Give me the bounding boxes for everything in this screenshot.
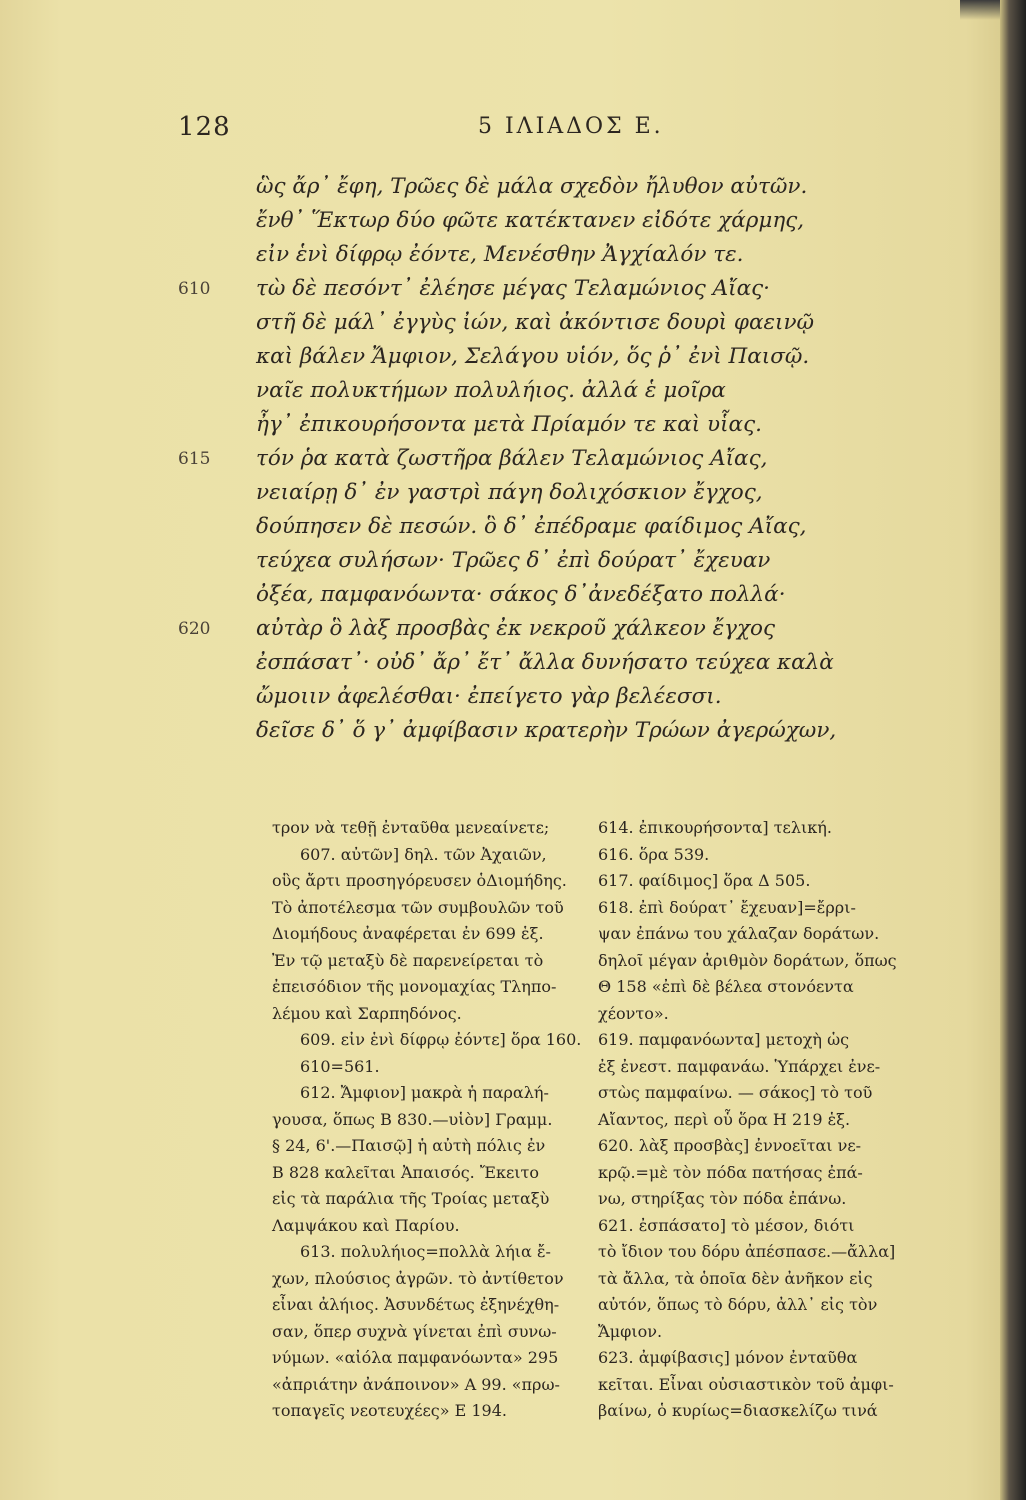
note-line: εἶναι ἀλήιος. Ἀσυνδέτως ἐξηνέχθη- bbox=[272, 1295, 560, 1314]
verse-line bbox=[178, 612, 906, 646]
verse-line bbox=[186, 476, 906, 510]
note-line: νω, στηρίξας τὸν πόδα ἐπάνω. bbox=[598, 1189, 847, 1208]
verse-text: δεῖσε δ᾽ ὅ γ᾽ ἀμφίβασιν κρατερὴν Τρώων ἀγερώχων, bbox=[256, 718, 837, 743]
verse-text: ἐσπάσατ᾽· οὐδ᾽ ἄρ᾽ ἔτ᾽ ἄλλα δυνήσατο τεύχεα καλὰ bbox=[256, 650, 834, 675]
note-line: 620. λὰξ προσβὰς] ἐννοεῖται νε- bbox=[598, 1136, 862, 1155]
verse-line bbox=[186, 408, 906, 442]
verse-line bbox=[186, 510, 906, 544]
verse-line bbox=[186, 544, 906, 578]
note-line: οὓς ἄρτι προσηγόρευσεν ὁΔιομήδης. bbox=[272, 871, 567, 890]
note-line: βαίνω, ὁ κυρίως=διασκελίζω τινά bbox=[598, 1401, 878, 1420]
note-line: ψαν ἐπάνω του χάλαζαν δοράτων. bbox=[598, 924, 880, 943]
note-line: χέοντο». bbox=[598, 1003, 669, 1023]
verse-text: ὤμοιιν ἀφελέσθαι· ἐπείγετο γὰρ βελέεσσι. bbox=[256, 684, 722, 709]
running-head: 5 ΙΛΙΑΔΟΣ Ε. bbox=[478, 114, 664, 139]
note-line: χων, πλούσιος ἀγρῶν. τὸ ἀντίθετον bbox=[272, 1268, 564, 1288]
note-line: 617. φαίδιμος] ὅρα Δ 505. bbox=[598, 871, 811, 890]
note-line: εἰς τὰ παράλια τῆς Τροίας μεταξὺ bbox=[272, 1189, 550, 1208]
note-line: σαν, ὅπερ συχνὰ γίνεται ἐπὶ συνω- bbox=[272, 1321, 557, 1341]
verse-block bbox=[178, 170, 906, 748]
note-line: 610=561. bbox=[300, 1056, 380, 1076]
note-line: Αἴαντος, περὶ οὗ ὅρα Η 219 ἑξ. bbox=[598, 1109, 851, 1129]
verse-line bbox=[186, 646, 906, 680]
note-line: κεῖται. Εἶναι οὐσιαστικὸν τοῦ ἀμφι- bbox=[598, 1374, 894, 1394]
note-line: αὐτόν, ὅπως τὸ δόρυ, ἀλλ᾽ εἰς τὸν bbox=[598, 1295, 878, 1314]
note-line: 623. ἀμφίβασις] μόνον ἐνταῦθα bbox=[598, 1348, 858, 1367]
note-line: 618. ἐπὶ δούρατ᾽ ἔχευαν]=ἔρρι- bbox=[598, 897, 856, 917]
verse-line bbox=[186, 340, 906, 374]
note-line: 609. εἰν ἑνὶ δίφρῳ ἐόντε] ὅρα 160. bbox=[300, 1030, 582, 1049]
note-line: γουσα, ὅπως Β 830.—υἱὸν] Γραμμ. bbox=[272, 1109, 553, 1129]
note-line: λέμου καὶ Σαρπηδόνος. bbox=[272, 1003, 462, 1023]
verse-text: δούπησεν δὲ πεσών. ὃ δ᾽ ἐπέδραμε φαίδιμος Αἴας, bbox=[256, 514, 807, 539]
verse-text: νειαίρῃ δ᾽ ἐν γαστρὶ πάγη δολιχόσκιον ἔγχος, bbox=[256, 480, 763, 505]
note-line: κρῷ.=μὲ τὸν πόδα πατήσας ἐπά- bbox=[598, 1162, 863, 1182]
note-line: «ἀπριάτην ἀνάποινον» Α 99. «πρω- bbox=[272, 1374, 560, 1394]
verse-text: ἔνθ᾽ Ἕκτωρ δύο φῶτε κατέκτανεν εἰδότε χάρμης, bbox=[256, 208, 805, 233]
verse-line bbox=[186, 714, 906, 748]
commentary-right-column bbox=[598, 815, 936, 1425]
page-header bbox=[0, 112, 1006, 148]
verse-line bbox=[186, 170, 906, 204]
page-number: 128 bbox=[178, 112, 231, 142]
verse-text: ναῖε πολυκτήμων πολυλήιος. ἀλλά ἑ μοῖρα bbox=[256, 378, 726, 403]
note-line: 607. αὐτῶν] δηλ. τῶν Ἀχαιῶν, bbox=[300, 844, 547, 864]
verse-text: ὣς ἄρ᾽ ἔφη, Τρῶες δὲ μάλα σχεδὸν ἤλυθον αὐτῶν. bbox=[256, 174, 808, 199]
note-line: Θ 158 «ἐπὶ δὲ βέλεα στονόεντα bbox=[598, 977, 854, 996]
verse-text: στῆ δὲ μάλ᾽ ἐγγὺς ἰών, καὶ ἀκόντισε δουρὶ φαεινῷ bbox=[256, 310, 815, 335]
note-line: δηλοῖ μέγαν ἀριθμὸν δοράτων, ὅπως bbox=[598, 950, 897, 970]
line-number: 615 bbox=[178, 449, 211, 469]
verse-text: καὶ βάλεν Ἄμφιον, Σελάγου υἱόν, ὅς ῥ᾽ ἐνὶ Παισῷ. bbox=[256, 344, 810, 369]
note-line: ἐξ ἐνεστ. παμφανάω. Ὑπάρχει ἐνε- bbox=[598, 1056, 881, 1076]
verse-text: εἰν ἑνὶ δίφρῳ ἐόντε, Μενέσθην Ἀγχίαλόν τε. bbox=[256, 242, 744, 267]
verse-line bbox=[186, 238, 906, 272]
note-line: 614. ἐπικουρήσοντα] τελική. bbox=[598, 818, 832, 837]
verse-text: τόν ῥα κατὰ ζωστῆρα βάλεν Τελαμώνιος Αἴας, bbox=[256, 446, 768, 471]
verse-text: ἦγ᾽ ἐπικουρήσοντα μετὰ Πρίαμόν τε καὶ υἷας. bbox=[256, 412, 762, 437]
line-number: 620 bbox=[178, 619, 211, 639]
verse-line bbox=[186, 306, 906, 340]
note-line: Ἐν τῷ μεταξὺ δὲ παρενείρεται τὸ bbox=[272, 950, 544, 970]
note-line: Λαμψάκου καὶ Παρίου. bbox=[272, 1215, 460, 1235]
note-line: στὼς παμφαίνω. — σάκος] τὸ τοῦ bbox=[598, 1083, 873, 1102]
verse-line bbox=[186, 204, 906, 238]
note-line: 621. ἐσπάσατο] τὸ μέσον, διότι bbox=[598, 1215, 855, 1235]
verse-line bbox=[186, 374, 906, 408]
note-line: τοπαγεῖς νεοτευχέες» Ε 194. bbox=[272, 1401, 507, 1420]
book-edge bbox=[1000, 0, 1026, 1500]
note-line: Β 828 καλεῖται Ἀπαισός. Ἔκειτο bbox=[272, 1162, 540, 1182]
note-line: 612. Ἄμφιον] μακρὰ ἡ παραλή- bbox=[300, 1083, 549, 1102]
verse-line bbox=[186, 578, 906, 612]
note-line: Διομήδους ἀναφέρεται ἐν 699 ἑξ. bbox=[272, 924, 544, 943]
verse-text: ὀξέα, παμφανόωντα· σάκος δ᾽ἀνεδέξατο πολλά· bbox=[256, 582, 786, 607]
note-line: 616. ὅρα 539. bbox=[598, 844, 710, 864]
verse-line bbox=[186, 680, 906, 714]
note-line: 613. πολυλήιος=πολλὰ λήια ἔ- bbox=[300, 1242, 551, 1261]
note-line: Ἄμφιον. bbox=[598, 1321, 663, 1341]
note-line: Τὸ ἀποτέλεσμα τῶν συμβουλῶν τοῦ bbox=[272, 897, 564, 917]
verse-line bbox=[178, 272, 906, 306]
line-number: 610 bbox=[178, 279, 211, 299]
note-line: 619. παμφανόωντα] μετοχὴ ὡς bbox=[598, 1030, 850, 1049]
note-line: ἐπεισόδιον τῆς μονομαχίας Τληπο- bbox=[272, 977, 557, 996]
note-line: § 24, 6'.—Παισῷ] ἡ αὐτὴ πόλις ἐν bbox=[272, 1136, 546, 1155]
verse-text: αὐτὰρ ὃ λὰξ προσβὰς ἐκ νεκροῦ χάλκεον ἔγχος bbox=[256, 616, 776, 641]
verse-text: τὼ δὲ πεσόντ᾽ ἐλέησε μέγας Τελαμώνιος Αἴας· bbox=[256, 276, 770, 301]
note-line: νύμων. «αἰόλα παμφανόωντα» 295 bbox=[272, 1348, 559, 1367]
verse-line bbox=[178, 442, 906, 476]
note-line: τρον νὰ τεθῇ ἐνταῦθα μενεαίνετε; bbox=[272, 818, 550, 837]
note-line: τὸ ἴδιον του δόρυ ἀπέσπασε.—ἄλλα] bbox=[598, 1242, 896, 1261]
note-line: τὰ ἄλλα, τὰ ὁποῖα δὲν ἀνῆκον εἰς bbox=[598, 1268, 873, 1288]
verse-text: τεύχεα συλήσων· Τρῶες δ᾽ ἐπὶ δούρατ᾽ ἔχευαν bbox=[256, 548, 771, 573]
commentary-left-column bbox=[272, 815, 582, 1425]
